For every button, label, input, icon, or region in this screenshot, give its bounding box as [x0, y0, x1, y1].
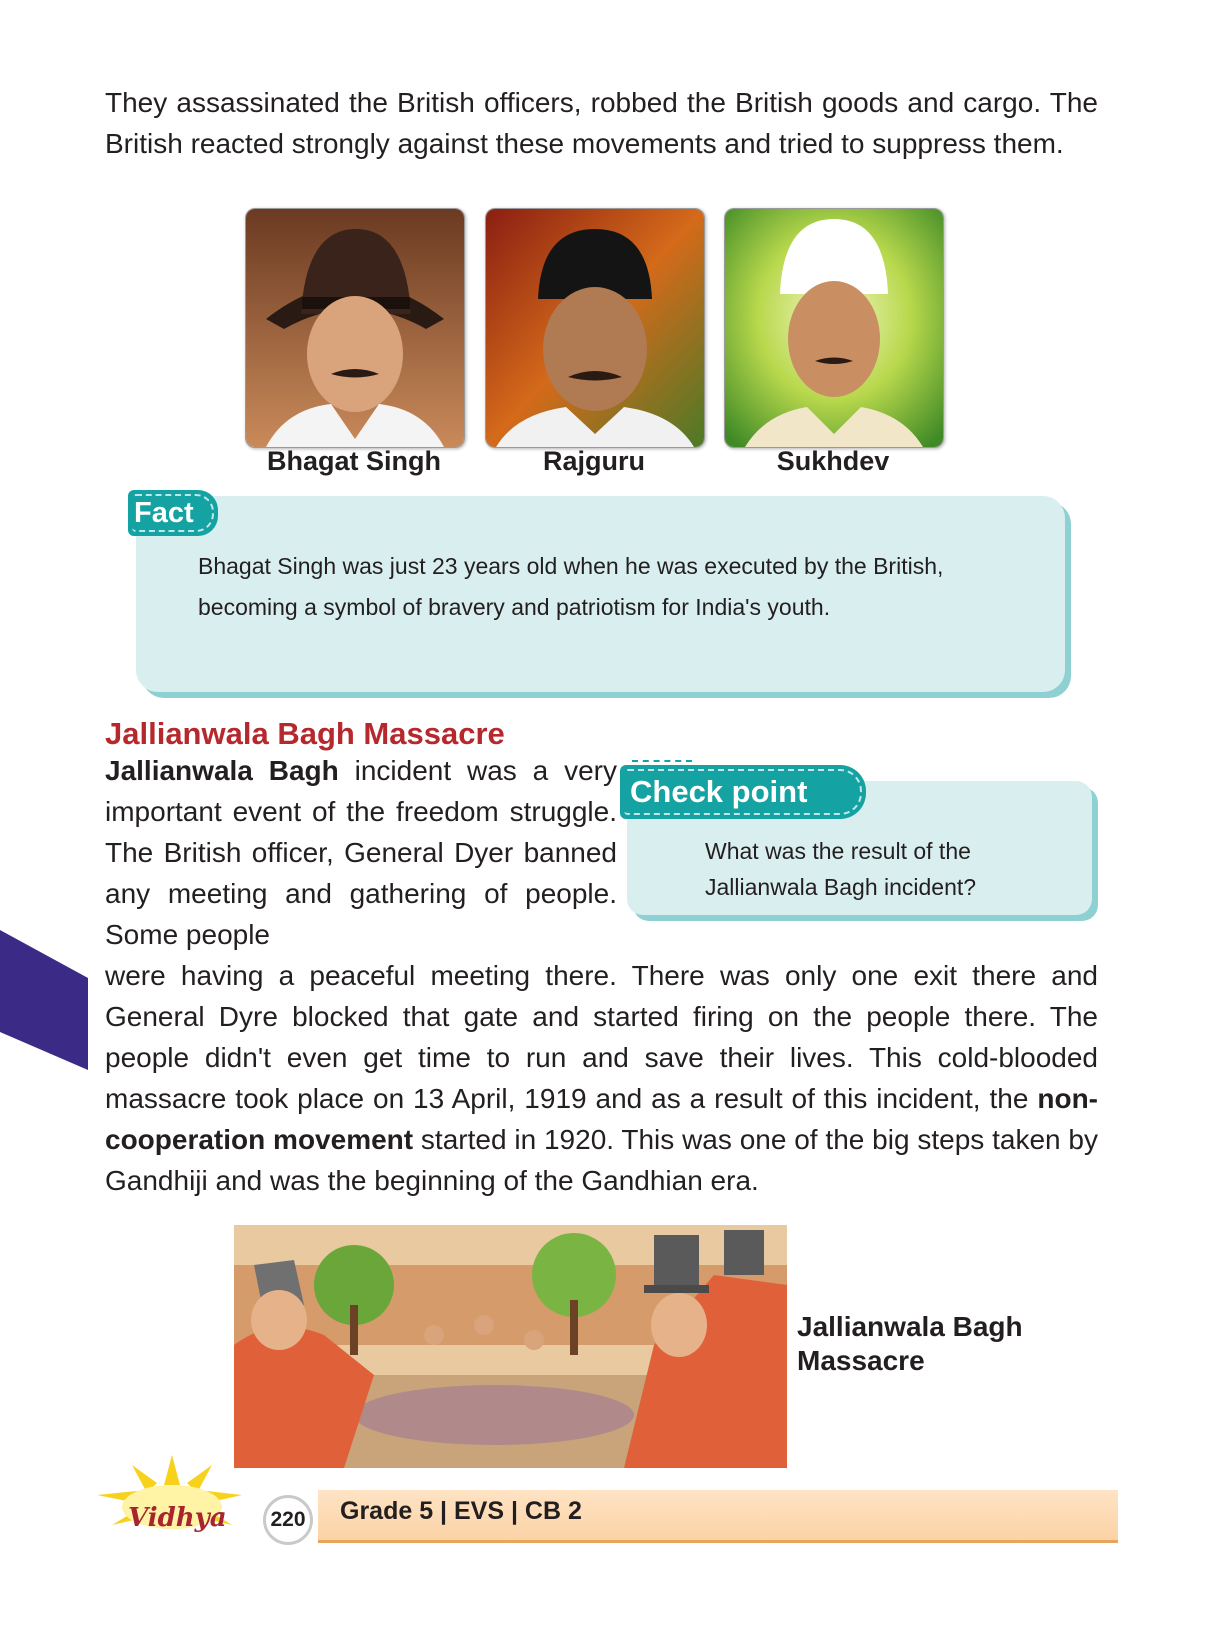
side-bar-decoration	[0, 930, 90, 1070]
section-title: Jallianwala Bagh Massacre	[105, 716, 505, 751]
illustration-caption	[797, 1310, 1023, 1378]
caption-line: Massacre	[797, 1345, 925, 1376]
fact-label: Fact	[128, 490, 218, 536]
paragraph-text: incident was a very important event of the freedom struggle. The British officer, General Dyer banned any meeting and gathering of people. Some people	[105, 755, 617, 950]
portrait-caption: Bhagat Singh	[267, 446, 441, 476]
intro-paragraph: They assassinated the British officers, robbed the British goods and cargo. The British reacted strongly against these movements and tried to suppress them.	[105, 87, 1098, 159]
bhagat-singh-portrait	[245, 208, 465, 448]
paragraph-text: started in 1920. This was one of the big steps taken by Gandhiji and was the beginning of the Gandhian era.	[105, 1124, 1098, 1196]
portrait-caption: Sukhdev	[776, 446, 890, 476]
checkpoint-question: What was the result of the Jallianwala Bagh incident?	[705, 838, 977, 900]
checkpoint-label: Check point	[620, 765, 866, 819]
sukhdev-portrait	[724, 208, 944, 448]
page-number: 220	[263, 1495, 313, 1545]
rajguru-portrait	[485, 208, 705, 448]
main-paragraph-part2	[105, 955, 1098, 1201]
jallianwala-bagh-illustration	[234, 1225, 787, 1468]
fact-text: Bhagat Singh was just 23 years old when he was executed by the British, becoming a symbol of bravery and patriotism for India's youth.	[198, 553, 944, 620]
portrait-caption: Rajguru	[542, 446, 645, 476]
main-paragraph-part1	[105, 750, 617, 955]
checkpoint-dash-decoration	[632, 760, 692, 762]
bold-term: Jallianwala Bagh	[105, 755, 339, 786]
bold-term: non- cooperation movement	[105, 1083, 1098, 1155]
caption-line: Jallianwala Bagh	[797, 1311, 1023, 1342]
logo-text: Vidhya	[128, 1503, 227, 1533]
paragraph-text: were having a peaceful meeting there. There was only one exit there and General Dyre blocked that gate and started firing on the people there. The people didn't even get time to run and save their lives. This cold-blooded massacre took place on 13 April, 1919 and as a result of this incident, the	[105, 960, 1098, 1114]
footer-course-label: Grade 5 | EVS | CB 2	[340, 1497, 582, 1525]
